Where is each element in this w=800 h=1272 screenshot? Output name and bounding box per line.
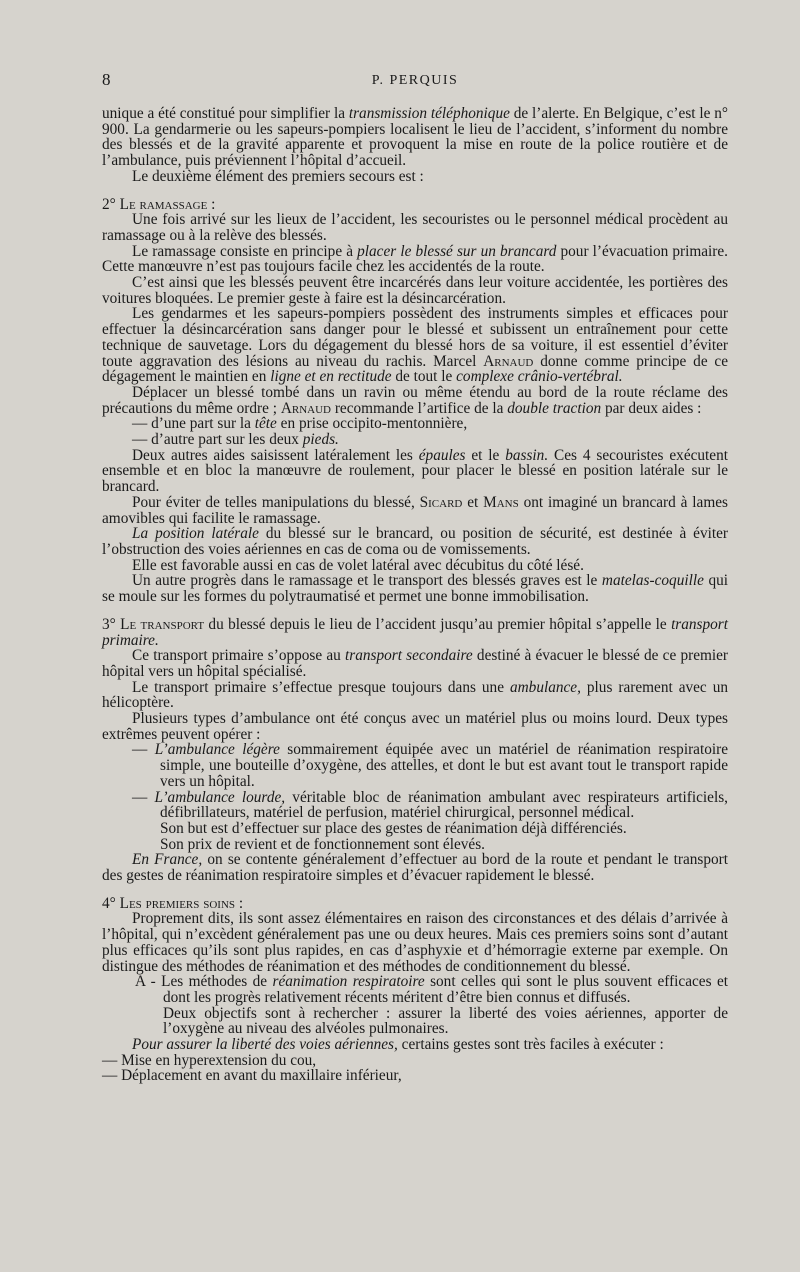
text-run: donne comme principe de ce dégagement le maintien en (102, 352, 728, 386)
list-item (102, 742, 728, 789)
paragraph (102, 448, 728, 495)
paragraph (102, 306, 728, 385)
text-run: recommande l’artifice de la (331, 399, 508, 417)
text-run: Deux autres aides saisissent latéralement les (132, 446, 419, 464)
text-run: sont celles qui sont le plus souvent efficaces et dont les progrès relativement récents méritent d’être bien connus et diffusés. (163, 973, 728, 1006)
text-run: — Mise en hyperextension du cou, (102, 1051, 317, 1069)
italic-text: La position latérale (132, 525, 259, 543)
list-item (132, 416, 728, 432)
lettered-item (102, 974, 728, 1005)
section-heading (102, 896, 728, 912)
paragraph (102, 1037, 728, 1053)
text-run: A - Les méthodes de (135, 973, 273, 991)
text-run: Le transport primaire s’effectue presque toujours dans une (132, 678, 510, 696)
text-run: destiné à évacuer le blessé de ce premier hôpital vers un hôpital spécialisé. (102, 647, 729, 680)
text-run: 3° (102, 615, 121, 633)
page-header (102, 72, 728, 92)
italic-text: ambulance, (509, 678, 581, 696)
paragraph (102, 711, 728, 742)
text-run: de tout le (391, 368, 457, 386)
small-caps-text: Mans (483, 493, 519, 511)
italic-text: transmission téléphonique (348, 105, 510, 122)
running-head: P. PERQUIS (371, 73, 459, 88)
text-run: et le (465, 446, 506, 464)
text-run: — Déplacement en avant du maxillaire inférieur, (102, 1067, 402, 1085)
paragraph (102, 106, 728, 169)
text-run: Une fois arrivé sur les lieux de l’accident, les secouristes ou le personnel médical procèdent au ramassage ou à la relève des blessés. (102, 211, 728, 244)
page-number: 8 (102, 70, 111, 89)
section-heading (102, 617, 728, 648)
list-item (102, 790, 728, 821)
paragraph (102, 244, 728, 275)
text-run: Plusieurs types d’ambulance ont été conçus avec un matériel plus ou moins lourd. Deux types extrêmes peuvent opérer : (102, 710, 728, 743)
text-run: Son but est d’effectuer sur place des gestes de réanimation déjà différenciés. (160, 819, 627, 837)
paragraph (102, 495, 728, 526)
italic-text: épaules (418, 446, 466, 464)
text-run: de l’alerte. En Belgique, c’est le n° 900. La gendarmerie ou les sapeurs-pompiers localisent le lieu de l’accident, s’informent du nombre des blessés et de la gravité apparente et provoquent la mise en route de la police routière et de l’ambulance, puis préviennent l’hôpital d’accueil. (102, 105, 728, 170)
text-run: — d’autre part sur les deux (132, 431, 303, 449)
italic-text: placer le blessé sur un brancard (357, 242, 557, 260)
text-run: plus rarement avec un hélicoptère. (102, 678, 728, 712)
paragraph (102, 558, 728, 574)
italic-text: complexe crânio-vertébral. (456, 368, 623, 386)
text-run: Un autre progrès dans le ramassage et le transport des blessés graves est le (132, 572, 602, 590)
paragraph (102, 526, 728, 557)
text-run: : (207, 195, 216, 213)
paragraph (102, 385, 728, 416)
small-caps-text: Sicard (419, 493, 463, 511)
italic-text: réanimation respiratoire (272, 973, 425, 991)
small-caps-text: Le transport (120, 615, 205, 633)
text-run: sommairement équipée avec un matériel de réanimation respiratoire simple, une bouteille d’oxygène, des attelles, et dont le but est avant tout le transport rapide vers un hôpital. (160, 741, 728, 790)
italic-text: tête (254, 415, 277, 433)
small-caps-text: Arnaud (280, 399, 331, 417)
text-run: — (132, 788, 155, 806)
text-run: du blessé depuis le lieu de l’accident jusqu’au premier hôpital s’appelle le (204, 615, 672, 633)
text-run: Les gendarmes et les sapeurs-pompiers possèdent des instruments simples et efficaces pour effectuer la désincarcération sans danger pour le blessé et subissent un entraînement pour cette technique de sauvetage. Lors du dégagement du blessé hors de sa voiture, il est essentiel d’éviter toute aggravation des lésions au niveau du rachis. Marcel (102, 305, 728, 370)
italic-text: ligne et en rectitude (270, 368, 392, 386)
text-run: Ces 4 secouristes exécutent ensemble et en bloc la manœuvre de roulement, pour placer le blessé en position latérale sur le brancard. (102, 446, 728, 496)
section-heading (102, 197, 728, 213)
text-run: véritable bloc de réanimation ambulant avec respirateurs artificiels, défibrillateurs, matériel de perfusion, matériel chirurgical, personnel médical. (160, 788, 729, 822)
text-run: C’est ainsi que les blessés peuvent être incarcérés dans leur voiture accidentée, les portières des voitures bloquées. Le premier geste à faire est la désincarcération. (102, 274, 728, 307)
text-run: Deux objectifs sont à rechercher : assurer la liberté des voies aériennes, apporter de l’oxygène au niveau des alvéoles pulmonaires. (163, 1004, 728, 1038)
text-run: unique a été constitué pour simplifier la (102, 105, 349, 122)
text-run: en prise occipito-mentonnière, (276, 415, 468, 433)
paragraph (102, 911, 728, 974)
lettered-item-continuation (102, 1006, 728, 1037)
text-run: 2° (102, 195, 120, 213)
text-run: on se contente généralement d’effectuer au bord de la route et pendant le transport des gestes de réanimation respiratoire simples et d’évacuer rapidement le blessé. (102, 851, 728, 885)
paragraph (102, 648, 728, 679)
text-run: Son prix de revient et de fonctionnement sont élevés. (160, 835, 485, 853)
list-item-continuation (102, 821, 728, 837)
text-run: par deux aides : (601, 399, 702, 417)
text-run: certains gestes sont très faciles à exécuter : (397, 1036, 664, 1054)
italic-text: Pour assurer la liberté des voies aériennes, (132, 1036, 398, 1054)
paragraph (102, 573, 728, 604)
text-run: et (462, 493, 484, 511)
list-item (132, 432, 728, 448)
list-item (102, 1068, 728, 1084)
paragraph (102, 852, 728, 883)
italic-text: En France, (132, 851, 203, 869)
text-run: — (132, 741, 155, 759)
italic-text: L’ambulance lourde, (154, 788, 286, 806)
small-caps-text: Arnaud (483, 352, 534, 370)
paragraph (102, 212, 728, 243)
text-run: 4° (102, 894, 120, 912)
paragraph (102, 680, 728, 711)
text-run: Pour éviter de telles manipulations du blessé, (132, 493, 420, 511)
text-run: Elle est favorable aussi en cas de volet latéral avec décubitus du côté lésé. (132, 556, 584, 574)
text-run: du blessé sur le brancard, ou position de sécurité, est destinée à éviter l’obstruction des voies aériennes en cas de coma ou de vomissements. (102, 525, 728, 558)
text-run: Le ramassage consiste en principe à (132, 242, 358, 260)
italic-text: transport primaire. (102, 615, 729, 649)
italic-text: matelas-coquille (601, 572, 704, 590)
text-run: : (235, 894, 244, 912)
list-item (102, 1053, 728, 1069)
body-text (102, 106, 728, 1084)
list-item-continuation (102, 837, 728, 853)
text-run: qui se moule sur les formes du polytraumatisé et permet une bonne immobilisation. (102, 572, 728, 606)
italic-text: L’ambulance légère (154, 741, 280, 759)
text-run: — d’une part sur la (132, 415, 255, 433)
text-run: Proprement dits, ils sont assez élémentaires en raison des circonstances et des délais d’arrivée à l’hôpital, qui n’excèdent généralement pas une ou deux heures. Mais ces premiers soins sont d’autant plus efficaces qu’ils sont plus rapides, en cas d’asphyxie et d’hémorragie externe par exemple. On distingue des méthodes de réanimation et des méthodes de conditionnement du blessé. (102, 910, 728, 975)
paragraph (102, 169, 728, 185)
small-caps-text: Le ramassage (119, 195, 208, 213)
italic-text: pieds. (302, 431, 339, 449)
text-run: Le deuxième élément des premiers secours est : (132, 167, 424, 185)
text-run: Ce transport primaire s’oppose au (132, 647, 346, 665)
text-run: pour l’évacuation primaire. Cette manœuvre n’est pas toujours facile chez les accidentés de la route. (102, 242, 729, 276)
italic-text: transport secondaire (345, 647, 473, 665)
paragraph (102, 275, 728, 306)
italic-text: bassin. (505, 446, 549, 464)
text-run: ont imaginé un brancard à lames amovibles qui facilite le ramassage. (102, 493, 728, 527)
text-run: Déplacer un blessé tombé dans un ravin ou même étendu au bord de la route réclame des précautions du même ordre ; (102, 383, 728, 417)
italic-text: double traction (507, 399, 602, 417)
small-caps-text: Les premiers soins (119, 894, 236, 912)
